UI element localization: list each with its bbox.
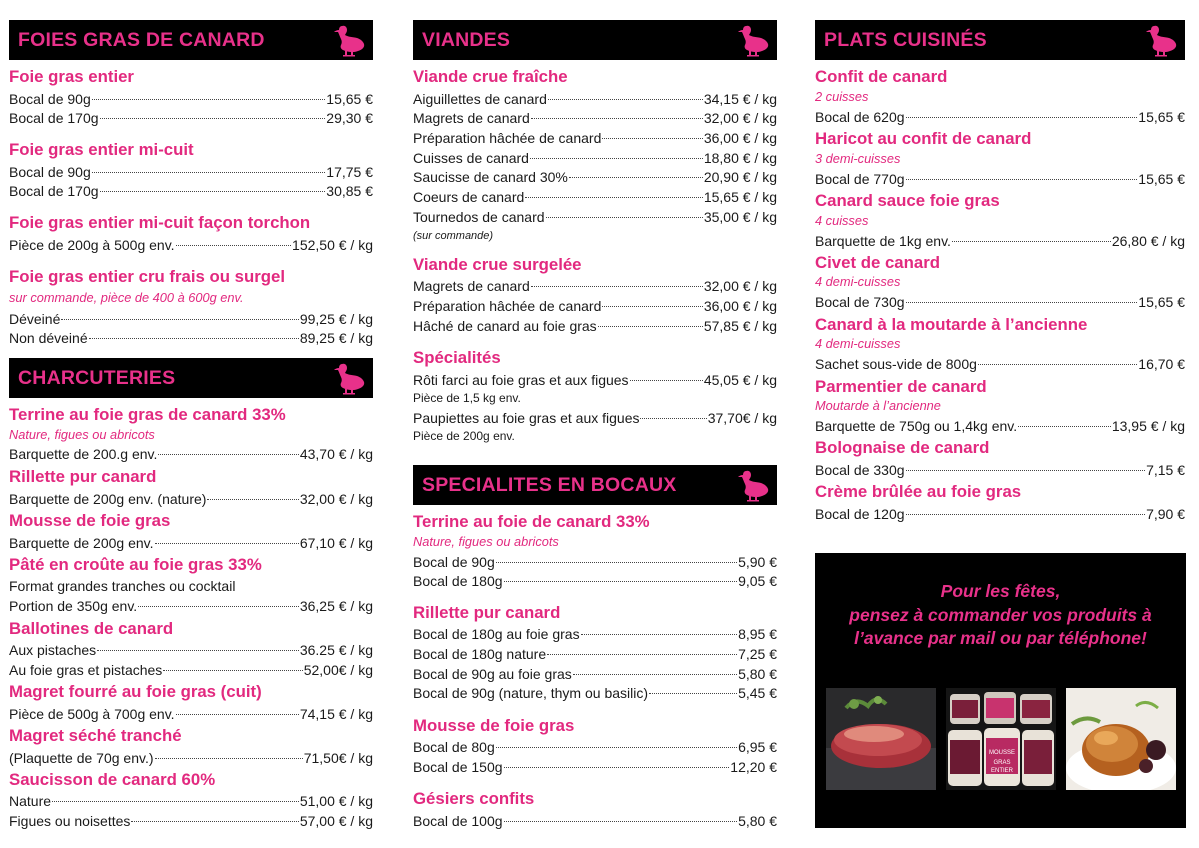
price-row	[815, 107, 1185, 127]
item-price: 15,65 €	[326, 91, 373, 107]
dot-leader	[100, 118, 326, 119]
item-price: 52,00€ / kg	[303, 662, 373, 678]
section-header-charcuteries	[9, 358, 373, 398]
promo-text	[815, 580, 1186, 651]
dot-leader	[92, 172, 326, 173]
item-label: Rôti farci au foie gras et aux figues	[413, 372, 629, 388]
price-row	[413, 811, 777, 831]
price-row	[413, 737, 777, 757]
item-price: 16,70 €	[1138, 356, 1185, 372]
item-label: Sachet sous-vide de 800g	[815, 356, 977, 372]
dot-leader	[547, 654, 737, 655]
item-label: Coeurs de canard	[413, 189, 525, 205]
dot-leader	[176, 245, 292, 246]
dot-leader	[496, 562, 737, 563]
product-title: Foie gras entier mi-cuit façon torchon	[9, 213, 311, 232]
product-note: 4 demi-cuisses	[815, 336, 901, 351]
product-note: 3 demi-cuisses	[815, 151, 901, 166]
item-label: Bocal de 620g	[815, 109, 905, 125]
item-label: Saucisse de canard 30%	[413, 169, 568, 185]
item-label: Barquette de 750g ou 1,4kg env.	[815, 418, 1018, 434]
dot-leader	[89, 338, 299, 339]
product-title: Haricot au confit de canard	[815, 129, 1032, 148]
price-row	[413, 624, 777, 644]
item-price: 71,50€ / kg	[303, 750, 373, 766]
price-row	[815, 292, 1185, 312]
item-price: 8,95 €	[738, 626, 777, 642]
item-label: Pièce de 200g à 500g env.	[9, 237, 175, 253]
price-row	[815, 354, 1185, 374]
item-label: Bocal de 80g	[413, 739, 495, 755]
product-title: Magret fourré au foie gras (cuit)	[9, 682, 262, 701]
price-row	[9, 328, 373, 348]
product-title: Foie gras entier mi-cuit	[9, 140, 194, 159]
dot-leader	[906, 179, 1138, 180]
dot-leader	[504, 821, 738, 822]
item-label: Aiguillettes de canard	[413, 91, 547, 107]
dot-leader	[569, 177, 703, 178]
item-price: 7,25 €	[738, 646, 777, 662]
duck-icon	[737, 468, 769, 502]
product-title: Bolognaise de canard	[815, 438, 990, 457]
price-row	[815, 416, 1185, 436]
item-label: Aux pistaches	[9, 642, 97, 658]
item-price: 32,00 € / kg	[299, 491, 373, 507]
dot-leader	[138, 606, 299, 607]
price-row	[413, 408, 777, 428]
product-detail: Format grandes tranches ou cocktail	[9, 578, 236, 594]
section-header-viandes	[413, 20, 777, 60]
item-label: Barquette de 200g env.	[9, 535, 154, 551]
price-row	[815, 169, 1185, 189]
section-header-foies-gras-de-canard	[9, 20, 373, 60]
item-price: 36,25 € / kg	[299, 598, 373, 614]
product-title: Rillette pur canard	[9, 467, 157, 486]
dot-leader	[504, 767, 730, 768]
dot-leader	[906, 117, 1138, 118]
item-price: 51,00 € / kg	[299, 793, 373, 809]
item-price: 32,00 € / kg	[703, 110, 777, 126]
item-label: Barquette de 1kg env.	[815, 233, 951, 249]
product-title: Confit de canard	[815, 67, 948, 86]
item-price: 12,20 €	[730, 759, 777, 775]
dot-leader	[546, 217, 703, 218]
item-label: Bocal de 330g	[815, 462, 905, 478]
item-label: Bocal de 90g	[9, 164, 91, 180]
item-label: Bocal de 90g au foie gras	[413, 666, 572, 682]
product-title: Saucisson de canard 60%	[9, 770, 216, 789]
dot-leader	[155, 543, 299, 544]
dot-leader	[61, 319, 298, 320]
jar-label-mousse: MOUSSE	[988, 750, 1016, 756]
product-detail: Pièce de 1,5 kg env.	[413, 391, 521, 405]
item-price: 45,05 € / kg	[703, 372, 777, 388]
duck-icon	[1145, 23, 1177, 57]
dot-leader	[155, 758, 303, 759]
dot-leader	[531, 286, 703, 287]
item-price: 30,85 €	[326, 183, 373, 199]
item-price: 35,00 € / kg	[703, 209, 777, 225]
product-title: Terrine au foie gras de canard 33%	[9, 405, 286, 424]
dot-leader	[100, 191, 326, 192]
item-label: Au foie gras et pistaches	[9, 662, 163, 678]
item-price: 7,90 €	[1146, 506, 1185, 522]
item-label: Bocal de 90g	[9, 91, 91, 107]
item-label: Cuisses de canard	[413, 150, 529, 166]
product-title: Canard sauce foie gras	[815, 191, 1000, 210]
item-label: Bocal de 180g	[413, 573, 503, 589]
dot-leader	[978, 364, 1137, 365]
item-price: 74,15 € / kg	[299, 706, 373, 722]
section-header-specialites-en-bocaux	[413, 465, 777, 505]
price-row	[413, 316, 777, 336]
item-label: Bocal de 180g nature	[413, 646, 547, 662]
dot-leader	[1018, 426, 1111, 427]
dot-leader	[504, 581, 738, 582]
dot-leader	[952, 241, 1111, 242]
product-title: Terrine au foie de canard 33%	[413, 512, 650, 531]
item-label: Nature	[9, 793, 52, 809]
price-row	[9, 89, 373, 109]
section-title: SPECIALITES EN BOCAUX	[422, 473, 677, 496]
price-row	[815, 231, 1185, 251]
item-price: 13,95 € / kg	[1111, 418, 1185, 434]
price-row	[9, 235, 373, 255]
price-row	[413, 128, 777, 148]
jars-photo	[946, 688, 1056, 790]
item-label: Bocal de 100g	[413, 813, 503, 829]
product-title: Foie gras entier cru frais ou surgel	[9, 267, 286, 286]
section-title: VIANDES	[422, 28, 511, 51]
item-price: 34,15 € / kg	[703, 91, 777, 107]
item-label: Portion de 350g env.	[9, 598, 138, 614]
dot-leader	[630, 380, 703, 381]
dot-leader	[163, 670, 302, 671]
dot-leader	[207, 499, 298, 500]
promo-box	[815, 553, 1186, 828]
price-row	[815, 504, 1185, 524]
dot-leader	[548, 99, 703, 100]
dot-leader	[649, 693, 737, 694]
price-row	[9, 444, 373, 464]
item-price: 89,25 € / kg	[299, 330, 373, 346]
dot-leader	[906, 470, 1146, 471]
price-row	[413, 187, 777, 207]
dot-leader	[92, 99, 326, 100]
item-label: (Plaquette de 70g env.)	[9, 750, 154, 766]
item-label: Préparation hâchée de canard	[413, 298, 602, 314]
item-label: Bocal de 90g	[413, 554, 495, 570]
price-row	[9, 309, 373, 329]
price-row	[9, 181, 373, 201]
product-title: Parmentier de canard	[815, 377, 987, 396]
dot-leader	[97, 650, 299, 651]
price-row	[9, 533, 373, 553]
item-label: Magrets de canard	[413, 278, 530, 294]
product-title: Rillette pur canard	[413, 603, 561, 622]
item-label: Bocal de 150g	[413, 759, 503, 775]
item-price: 15,65 €	[1138, 109, 1185, 125]
item-price: 15,65 €	[1138, 294, 1185, 310]
product-detail: (sur commande)	[413, 230, 494, 242]
price-row	[9, 489, 373, 509]
product-title: Civet de canard	[815, 253, 940, 272]
duck-icon	[333, 23, 365, 57]
item-label: Barquette de 200.g env.	[9, 446, 158, 462]
product-note: 2 cuisses	[815, 89, 869, 104]
item-price: 36,00 € / kg	[703, 130, 777, 146]
promo-line-3: l’avance par mail ou par téléphone!	[854, 628, 1147, 648]
item-label: Bocal de 170g	[9, 183, 99, 199]
dot-leader	[581, 634, 737, 635]
item-price: 29,30 €	[326, 110, 373, 126]
dot-leader	[906, 514, 1146, 515]
jar-label-entier: ENTIER	[990, 768, 1014, 774]
item-label: Figues ou noisettes	[9, 813, 131, 829]
price-row	[413, 644, 777, 664]
item-price: 36.25 € / kg	[299, 642, 373, 658]
duck-breast-photo	[826, 688, 936, 790]
product-title: Viande crue fraîche	[413, 67, 568, 86]
item-price: 57,85 € / kg	[703, 318, 777, 334]
item-price: 15,65 € / kg	[703, 189, 777, 205]
dot-leader	[131, 821, 298, 822]
price-row	[9, 660, 373, 680]
product-title: Spécialités	[413, 348, 501, 367]
item-price: 37,70€ / kg	[707, 410, 777, 426]
item-label: Tournedos de canard	[413, 209, 545, 225]
item-label: Déveiné	[9, 311, 61, 327]
product-title: Ballotines de canard	[9, 619, 174, 638]
item-label: Hâché de canard au foie gras	[413, 318, 597, 334]
price-row	[9, 748, 373, 768]
price-row	[413, 167, 777, 187]
price-row	[9, 640, 373, 660]
item-label: Bocal de 90g (nature, thym ou basilic)	[413, 685, 649, 701]
price-row	[413, 89, 777, 109]
item-price: 57,00 € / kg	[299, 813, 373, 829]
item-label: Préparation hâchée de canard	[413, 130, 602, 146]
section-header-plats-cuisines	[815, 20, 1185, 60]
product-note: Nature, figues ou abricots	[9, 427, 155, 442]
price-row	[413, 108, 777, 128]
product-title: Gésiers confits	[413, 789, 535, 808]
product-title: Magret séché tranché	[9, 726, 182, 745]
dot-leader	[602, 306, 702, 307]
item-price: 36,00 € / kg	[703, 298, 777, 314]
product-title: Pâté en croûte au foie gras 33%	[9, 555, 262, 574]
item-price: 5,45 €	[738, 685, 777, 701]
item-label: Barquette de 200g env. (nature)	[9, 491, 207, 507]
price-row	[413, 207, 777, 227]
product-title: Crème brûlée au foie gras	[815, 482, 1022, 501]
item-price: 5,90 €	[738, 554, 777, 570]
duck-icon	[333, 361, 365, 395]
price-row	[413, 683, 777, 703]
item-price: 6,95 €	[738, 739, 777, 755]
item-price: 9,05 €	[738, 573, 777, 589]
item-price: 5,80 €	[738, 666, 777, 682]
item-label: Bocal de 180g au foie gras	[413, 626, 580, 642]
price-row	[413, 552, 777, 572]
product-note: 4 demi-cuisses	[815, 274, 901, 289]
item-price: 32,00 € / kg	[703, 278, 777, 294]
price-row	[9, 596, 373, 616]
product-note: Nature, figues ou abricots	[413, 534, 559, 549]
price-row	[413, 757, 777, 777]
dot-leader	[525, 197, 703, 198]
item-label: Magrets de canard	[413, 110, 530, 126]
price-row	[9, 108, 373, 128]
section-title: FOIES GRAS DE CANARD	[18, 28, 265, 51]
product-title: Viande crue surgelée	[413, 255, 582, 274]
price-row	[815, 460, 1185, 480]
promo-line-1: Pour les fêtes,	[940, 581, 1061, 601]
item-price: 152,50 € / kg	[292, 237, 373, 253]
product-detail: Pièce de 200g env.	[413, 429, 515, 443]
price-row	[413, 664, 777, 684]
item-price: 20,90 € / kg	[703, 169, 777, 185]
price-row	[413, 370, 777, 390]
section-title: PLATS CUISINÉS	[824, 28, 987, 51]
item-price: 17,75 €	[326, 164, 373, 180]
price-row	[413, 276, 777, 296]
duck-icon	[737, 23, 769, 57]
dot-leader	[531, 118, 703, 119]
price-row	[9, 811, 373, 831]
item-label: Bocal de 120g	[815, 506, 905, 522]
item-label: Paupiettes au foie gras et aux figues	[413, 410, 640, 426]
dot-leader	[906, 302, 1138, 303]
item-label: Non déveiné	[9, 330, 88, 346]
dot-leader	[158, 454, 298, 455]
item-price: 5,80 €	[738, 813, 777, 829]
dot-leader	[496, 747, 737, 748]
price-row	[9, 162, 373, 182]
item-label: Bocal de 170g	[9, 110, 99, 126]
item-price: 43,70 € / kg	[299, 446, 373, 462]
product-title: Mousse de foie gras	[413, 716, 575, 735]
price-row	[9, 704, 373, 724]
price-row	[9, 791, 373, 811]
jar-label-gras: GRAS	[993, 760, 1011, 766]
item-label: Pièce de 500g à 700g env.	[9, 706, 175, 722]
dot-leader	[176, 714, 299, 715]
price-row	[413, 571, 777, 591]
item-price: 7,15 €	[1146, 462, 1185, 478]
item-label: Bocal de 730g	[815, 294, 905, 310]
price-row	[413, 296, 777, 316]
product-title: Foie gras entier	[9, 67, 134, 86]
product-title: Canard à la moutarde à l’ancienne	[815, 315, 1088, 334]
section-title: CHARCUTERIES	[18, 366, 176, 389]
dot-leader	[602, 138, 702, 139]
item-price: 18,80 € / kg	[703, 150, 777, 166]
dot-leader	[530, 158, 703, 159]
product-title: Mousse de foie gras	[9, 511, 171, 530]
product-note: sur commande, pièce de 400 à 600g env.	[9, 290, 244, 305]
item-price: 15,65 €	[1138, 171, 1185, 187]
product-note: 4 cuisses	[815, 213, 869, 228]
dot-leader	[598, 326, 703, 327]
price-row	[413, 148, 777, 168]
promo-line-2: pensez à commander vos produits à	[849, 604, 1152, 625]
item-label: Bocal de 770g	[815, 171, 905, 187]
item-price: 99,25 € / kg	[299, 311, 373, 327]
dot-leader	[640, 418, 706, 419]
product-note: Moutarde à l’ancienne	[815, 398, 941, 413]
dot-leader	[52, 801, 299, 802]
cooked-duck-photo	[1066, 688, 1176, 790]
dot-leader	[573, 674, 737, 675]
item-price: 67,10 € / kg	[299, 535, 373, 551]
item-price: 26,80 € / kg	[1111, 233, 1185, 249]
